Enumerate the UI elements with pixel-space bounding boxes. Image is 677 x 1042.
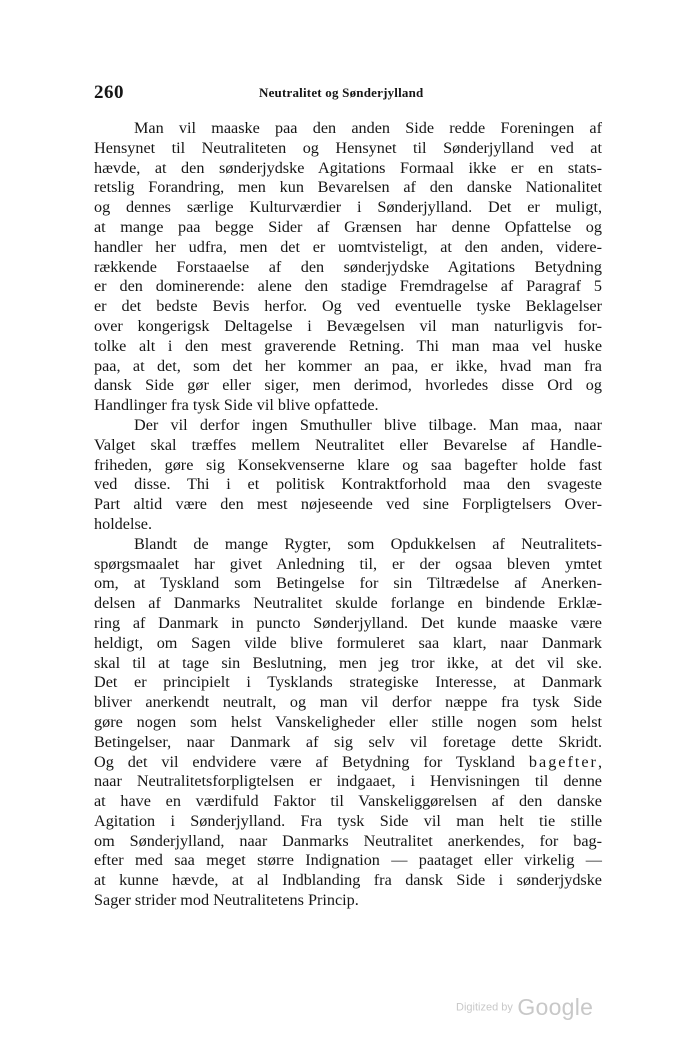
digitized-by-google-watermark <box>456 994 593 1021</box>
text-line: Part altid være den mest nøjeseende ved sine Forpligtelsers Over- <box>94 495 602 514</box>
page-number: 260 <box>94 82 124 103</box>
text-line: Der vil derfor ingen Smuthuller blive tilbage. Man maa, naar <box>134 415 602 434</box>
text-line: Sager strider mod Neutralitetens Princip. <box>94 891 359 910</box>
text-line: om, at Tyskland som Betingelse for sin Tiltrædelse af Anerken- <box>94 574 602 593</box>
paragraph-2 <box>94 416 602 535</box>
paragraph-1 <box>94 119 602 416</box>
text-line: paa, at det, som det her kommer an paa, er ikke, hvad man fra <box>94 356 602 375</box>
text-line: Betingelser, naar Danmark af sig selv vil foretage dette Skridt. <box>94 732 602 751</box>
text-line: Agitation i Sønderjylland. Fra tysk Side vil man helt tie stille <box>94 811 602 830</box>
text-line: Hensynet til Neutraliteten og Hensynet til Sønderjylland ved at <box>94 138 602 157</box>
page-header <box>94 82 604 106</box>
text-fragment: Og det vil endvidere være af Betydning for Tyskland <box>94 752 529 771</box>
text-line: skal til at tage sin Beslutning, men jeg tror ikke, at det vil ske. <box>94 653 602 672</box>
text-line: efter med saa meget større Indignation — paataget eller virkelig — <box>94 851 602 870</box>
text-line: at have en værdifuld Faktor til Vanskeliggørelsen af den danske <box>94 792 602 811</box>
text-line: Handlinger fra tysk Side vil blive opfattede. <box>94 396 379 415</box>
paragraph-3 <box>94 535 602 911</box>
text-line: holdelse. <box>94 514 152 533</box>
text-line: delsen af Danmarks Neutralitet skulde forlange en bindende Erklæ- <box>94 594 602 613</box>
text-line: ring af Danmark in puncto Sønderjylland. Det kunde maaske være <box>94 613 602 632</box>
text-line: rækkende Forstaaelse af den sønderjydske Agitations Betydning <box>94 257 602 276</box>
text-line: handler her udfra, men det er uomtvisteligt, at den anden, videre- <box>94 237 602 256</box>
text-line: heldigt, om Sagen vilde blive formuleret saa klart, naar Danmark <box>94 633 602 652</box>
google-logo: Google <box>517 994 594 1020</box>
text-line: retslig Forandring, men kun Bevarelsen af den danske Nationalitet <box>94 178 602 197</box>
body-text <box>94 119 602 911</box>
text-fragment: , <box>597 752 602 771</box>
text-line: Blandt de mange Rygter, som Opdukkelsen af Neutralitets- <box>134 534 602 553</box>
text-line: naar Neutralitetsforpligtelsen er indgaaet, i Henvisningen til denne <box>94 772 602 791</box>
text-line: at mange paa begge Sider af Grænsen har denne Opfattelse og <box>94 217 602 236</box>
emphasized-word: bagefter <box>528 752 598 771</box>
text-line: dansk Side gør eller siger, men derimod, hvorledes disse Ord og <box>94 376 602 395</box>
running-title: Neutralitet og Sønderjylland <box>259 85 424 100</box>
text-line: ved disse. Thi i et politisk Kontraktforhold maa den svageste <box>94 475 602 494</box>
text-line: at kunne hævde, at al Indblanding fra dansk Side i sønderjydske <box>94 871 602 890</box>
text-line: spørgsmaalet har givet Anledning til, er der ogsaa bleven ymtet <box>94 554 602 573</box>
text-line <box>94 753 602 773</box>
text-line: om Sønderjylland, naar Danmarks Neutralitet anerkendes, for bag- <box>94 831 602 850</box>
text-line: er det bedste Bevis herfor. Og ved eventuelle tyske Beklagelser <box>94 297 602 316</box>
watermark-prefix: Digitized by <box>456 1001 513 1014</box>
text-line: friheden, gøre sig Konsekvenserne klare og saa bagefter holde fast <box>94 455 602 474</box>
text-line: bliver anerkendt neutralt, og man vil derfor næppe fra tysk Side <box>94 693 602 712</box>
text-line: Valget skal træffes mellem Neutralitet eller Bevarelse af Handle- <box>94 435 602 454</box>
text-line: gøre nogen som helst Vanskeligheder eller stille nogen som helst <box>94 712 602 731</box>
text-line: er den dominerende: alene den stadige Fremdragelse af Paragraf 5 <box>94 277 602 296</box>
text-line: tolke alt i den mest graverende Retning. Thi man maa vel huske <box>94 336 602 355</box>
text-line: over kongerigsk Deltagelse i Bevægelsen vil man naturligvis for- <box>94 316 602 335</box>
text-line: Det er principielt i Tysklands strategiske Interesse, at Danmark <box>94 673 602 692</box>
text-line: og dennes særlige Kulturværdier i Sønderjylland. Det er muligt, <box>94 198 602 217</box>
text-line: hævde, at den sønderjydske Agitations Formaal ikke er en stats- <box>94 158 602 177</box>
text-line: Man vil maaske paa den anden Side redde Foreningen af <box>134 119 602 137</box>
